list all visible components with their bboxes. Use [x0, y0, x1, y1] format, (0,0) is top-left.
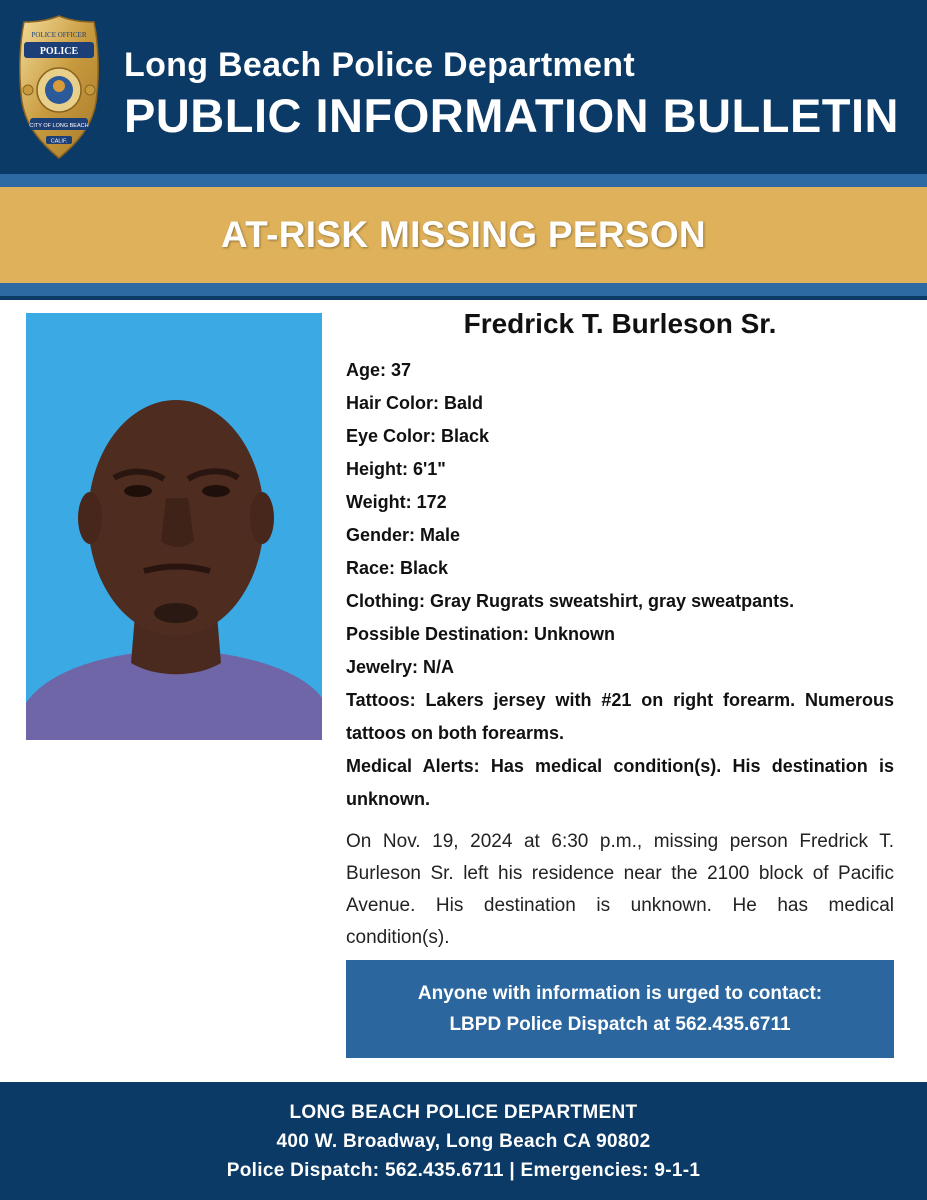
- detail-race: Race: Black: [346, 558, 449, 578]
- incident-summary: On Nov. 19, 2024 at 6:30 p.m., missing person Fredrick T. Burleson Sr. left his residence near the 2100 block of Pacific Avenue. His destination is unknown. He has medical condition(s).: [346, 831, 894, 948]
- bulletin-title: PUBLIC INFORMATION BULLETIN: [124, 89, 900, 142]
- footer-address: 400 W. Broadway, Long Beach CA 90802: [276, 1130, 651, 1152]
- detail-possible-destination: Possible Destination: Unknown: [346, 624, 616, 644]
- footer-department: LONG BEACH POLICE DEPARTMENT: [289, 1101, 638, 1123]
- detail-clothing: Clothing: Gray Rugrats sweatshirt, gray sweatpants.: [346, 591, 795, 611]
- divider-stripe-top: [0, 174, 927, 187]
- svg-text:CITY OF LONG BEACH: CITY OF LONG BEACH: [29, 123, 89, 129]
- contact-line-1: Anyone with information is urged to contact:: [417, 983, 823, 1004]
- divider-stripe-bottom: [0, 283, 927, 296]
- detail-medical-alerts: Medical Alerts: Has medical condition(s). His destination is unknown.: [346, 756, 894, 809]
- contact-line-2: LBPD Police Dispatch at 562.435.6711: [449, 1014, 791, 1035]
- person-name: Fredrick T. Burleson Sr.: [463, 308, 777, 339]
- police-badge-icon: [14, 12, 104, 162]
- person-photo: [26, 313, 322, 740]
- contact-box: [346, 960, 894, 1058]
- bulletin-footer: [0, 1082, 927, 1200]
- bulletin-header: [0, 0, 927, 172]
- alert-banner: [0, 187, 927, 283]
- alert-banner-title: AT-RISK MISSING PERSON: [221, 214, 706, 255]
- detail-hair-color: Hair Color: Bald: [346, 393, 484, 413]
- department-name: Long Beach Police Department: [124, 46, 635, 84]
- detail-height: Height: 6'1": [346, 459, 446, 479]
- person-portrait-image: [26, 313, 322, 740]
- detail-age: Age: 37: [346, 360, 412, 380]
- footer-phone-numbers: Police Dispatch: 562.435.6711 | Emergencies: 9-1-1: [226, 1159, 701, 1181]
- detail-eye-color: Eye Color: Black: [346, 426, 490, 446]
- svg-text:POLICE: POLICE: [39, 46, 79, 57]
- detail-weight: Weight: 172: [346, 492, 447, 512]
- detail-tattoos: Tattoos: Lakers jersey with #21 on right forearm. Numerous tattoos on both forearms.: [346, 690, 894, 743]
- person-details: [346, 308, 894, 816]
- detail-gender: Gender: Male: [346, 525, 461, 545]
- svg-text:POLICE OFFICER: POLICE OFFICER: [31, 31, 87, 39]
- svg-text:CALIF.: CALIF.: [50, 138, 68, 145]
- detail-jewelry: Jewelry: N/A: [346, 657, 455, 677]
- divider: [0, 296, 927, 300]
